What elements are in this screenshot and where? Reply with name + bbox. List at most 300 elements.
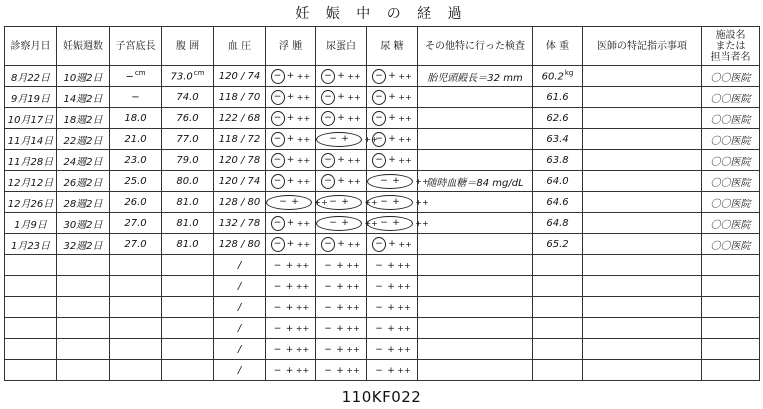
scale-minus-circled: − xyxy=(271,132,285,147)
cell-urine-protein xyxy=(316,276,367,297)
scale-plusplus: ++ xyxy=(398,155,412,165)
cell-urine-glucose xyxy=(367,234,418,255)
edema-scale xyxy=(271,111,311,126)
cell-other-tests xyxy=(418,192,533,213)
scale-plusplus: ++ xyxy=(296,134,311,144)
cell-edema xyxy=(266,255,316,276)
cell-empty xyxy=(702,255,760,276)
scale-plusplus: ++ xyxy=(347,239,361,249)
scale-minus-circled: − xyxy=(372,69,386,84)
cell-empty xyxy=(583,276,702,297)
header-row xyxy=(5,27,760,66)
unit-cm: cm xyxy=(134,69,146,78)
cell-abdominal-girth xyxy=(162,87,214,108)
cell-blood-pressure: 118 / 72 xyxy=(214,129,266,150)
protein-scale xyxy=(322,261,360,271)
cell-facility: 〇〇医院 xyxy=(702,192,760,213)
glucose-scale xyxy=(372,237,412,252)
scale-minus-plus-oval xyxy=(316,132,362,147)
protein-scale xyxy=(322,324,360,334)
scale-minus-plus-oval xyxy=(367,195,413,210)
cell-urine-glucose xyxy=(367,129,418,150)
scale-plusplus: ++ xyxy=(347,113,361,123)
scale-minus: − xyxy=(273,281,282,292)
scale-minus: − xyxy=(375,323,383,334)
scale-plusplus: ++ xyxy=(347,71,361,81)
cell-empty xyxy=(57,276,110,297)
scale-plus: + xyxy=(286,218,295,228)
cell-urine-protein xyxy=(316,213,378,234)
scale-plusplus: ++ xyxy=(415,218,429,228)
cell-doctor-notes xyxy=(583,234,702,255)
scale-minus: − xyxy=(375,302,383,313)
cell-empty xyxy=(162,339,214,360)
cell-empty xyxy=(110,318,162,339)
scale-minus: − xyxy=(380,217,388,228)
scale-plus: + xyxy=(336,365,344,376)
cell-empty xyxy=(5,339,57,360)
cell-empty xyxy=(702,318,760,339)
glucose-scale xyxy=(372,111,412,126)
scale-plus: + xyxy=(291,196,299,207)
scale-plus: + xyxy=(337,71,345,81)
scale-plus: + xyxy=(337,113,345,123)
scale-plusplus: ++ xyxy=(364,134,378,144)
protein-scale xyxy=(321,90,361,105)
cell-blood-pressure: 120 / 78 xyxy=(214,150,266,171)
cell-empty xyxy=(702,297,760,318)
cell-weight xyxy=(533,171,583,192)
scale-plusplus: ++ xyxy=(346,282,360,291)
scale-plusplus: ++ xyxy=(398,92,412,102)
scale-minus-circled: − xyxy=(271,69,285,84)
header-urine-glucose: 尿 糖 xyxy=(367,27,418,66)
header-facility xyxy=(702,27,760,66)
cell-empty xyxy=(110,297,162,318)
weight-value: 64.6 xyxy=(546,196,569,208)
scale-minus: − xyxy=(375,344,383,355)
scale-plusplus: ++ xyxy=(295,366,310,375)
scale-minus: − xyxy=(273,260,282,271)
cell-urine-glucose xyxy=(367,213,429,234)
scale-plus: + xyxy=(341,217,349,228)
protein-scale xyxy=(322,303,360,313)
protein-scale xyxy=(322,345,360,355)
scale-minus-plus-oval xyxy=(367,216,413,231)
scale-plusplus: ++ xyxy=(295,303,310,312)
weight-value: 60.2 xyxy=(541,71,564,83)
cell-blood-pressure: / xyxy=(214,318,266,339)
cell-edema xyxy=(266,360,316,381)
cell-blood-pressure: / xyxy=(214,360,266,381)
scale-plus: + xyxy=(336,281,344,292)
cell-fundal-height xyxy=(110,150,162,171)
edema-scale xyxy=(271,237,311,252)
cell-urine-glucose xyxy=(367,150,418,171)
table-row xyxy=(5,150,760,171)
scale-plus: + xyxy=(388,155,396,165)
unit-cm: cm xyxy=(193,69,205,78)
scale-plus: + xyxy=(336,344,344,355)
scale-plus: + xyxy=(286,71,295,81)
cell-urine-glucose xyxy=(367,171,429,192)
cell-date: 8月22日 xyxy=(5,66,57,87)
protein-scale xyxy=(316,132,378,147)
weight-value: 63.4 xyxy=(546,133,569,145)
cell-abdominal-girth xyxy=(162,108,214,129)
header-doctor-notes: 医師の特記指示事項 xyxy=(583,27,702,66)
scale-plusplus: ++ xyxy=(346,324,360,333)
cell-facility: 〇〇医院 xyxy=(702,87,760,108)
cell-empty xyxy=(5,276,57,297)
cell-urine-glucose xyxy=(367,255,418,276)
blank-row xyxy=(5,255,760,276)
cell-empty xyxy=(702,339,760,360)
scale-plusplus: ++ xyxy=(347,155,361,165)
scale-minus-circled: − xyxy=(271,237,285,252)
scale-plusplus: ++ xyxy=(295,324,310,333)
scale-minus-circled: − xyxy=(321,90,335,105)
scale-plusplus: ++ xyxy=(398,134,412,144)
edema-scale xyxy=(271,174,311,189)
cell-blood-pressure: 128 / 80 xyxy=(214,234,266,255)
fundal-value: 25.0 xyxy=(124,175,147,187)
cell-weight xyxy=(533,129,583,150)
cell-edema xyxy=(266,339,316,360)
scale-minus-circled: − xyxy=(271,90,285,105)
scale-minus: − xyxy=(279,196,287,207)
cell-blood-pressure: 128 / 80 xyxy=(214,192,266,213)
cell-empty xyxy=(533,276,583,297)
scale-minus-circled: − xyxy=(271,216,285,231)
glucose-scale xyxy=(373,261,411,271)
cell-blood-pressure: / xyxy=(214,255,266,276)
header-other-tests: その他特に行った検査 xyxy=(418,27,533,66)
scale-plusplus: ++ xyxy=(398,239,412,249)
header-abdominal-girth: 腹 囲 xyxy=(162,27,214,66)
cell-fundal-height xyxy=(110,213,162,234)
scale-minus-circled: − xyxy=(271,153,285,168)
cell-weeks: 32週2日 xyxy=(57,234,110,255)
cell-empty xyxy=(418,297,533,318)
cell-abdominal-girth xyxy=(162,129,214,150)
abdominal-value: 80.0 xyxy=(176,175,199,187)
scale-plusplus: ++ xyxy=(296,155,311,165)
header-weight: 体 重 xyxy=(533,27,583,66)
weight-value: 64.8 xyxy=(546,217,569,229)
scale-plus: + xyxy=(341,196,349,207)
cell-facility: 〇〇医院 xyxy=(702,66,760,87)
table-row xyxy=(5,87,760,108)
cell-urine-protein xyxy=(316,339,367,360)
glucose-scale xyxy=(372,153,412,168)
cell-fundal-height xyxy=(110,87,162,108)
cell-urine-glucose xyxy=(367,360,418,381)
cell-date: 12月26日 xyxy=(5,192,57,213)
glucose-scale xyxy=(367,216,429,231)
cell-empty xyxy=(533,339,583,360)
cell-urine-glucose xyxy=(367,108,418,129)
cell-urine-glucose xyxy=(367,276,418,297)
cell-empty xyxy=(162,255,214,276)
scale-plus: + xyxy=(285,281,294,292)
protein-scale xyxy=(322,366,360,376)
page-title: 妊 娠 中 の 経 過 xyxy=(295,6,468,22)
header-facility-line1: 施設名 xyxy=(715,29,746,41)
unit-kg: kg xyxy=(564,69,574,78)
abdominal-value: 81.0 xyxy=(176,238,199,250)
scale-minus: − xyxy=(375,365,383,376)
cell-empty xyxy=(162,297,214,318)
scale-plusplus: ++ xyxy=(415,197,429,207)
cell-urine-protein xyxy=(316,66,367,87)
cell-facility: 〇〇医院 xyxy=(702,150,760,171)
scale-minus: − xyxy=(273,302,282,313)
cell-edema xyxy=(266,318,316,339)
cell-empty xyxy=(110,339,162,360)
cell-doctor-notes xyxy=(583,108,702,129)
scale-plusplus: ++ xyxy=(295,282,310,291)
cell-blood-pressure: / xyxy=(214,339,266,360)
protein-scale xyxy=(321,237,361,252)
pregnancy-progress-table xyxy=(4,26,760,381)
cell-weight xyxy=(533,66,583,87)
fundal-value: 23.0 xyxy=(124,154,147,166)
header-edema: 浮 腫 xyxy=(266,27,316,66)
abdominal-value: 73.0 xyxy=(170,71,193,83)
scale-plusplus: ++ xyxy=(415,176,429,186)
cell-weeks: 18週2日 xyxy=(57,108,110,129)
scale-minus-circled: − xyxy=(372,237,386,252)
scale-minus-circled: − xyxy=(321,111,335,126)
scale-plusplus: ++ xyxy=(397,366,411,375)
cell-urine-protein xyxy=(316,297,367,318)
cell-urine-protein xyxy=(316,234,367,255)
scale-plus: + xyxy=(392,196,400,207)
cell-empty xyxy=(57,297,110,318)
edema-scale xyxy=(272,324,310,334)
cell-empty xyxy=(162,360,214,381)
cell-edema xyxy=(266,129,316,150)
cell-blood-pressure: 132 / 78 xyxy=(214,213,266,234)
cell-facility: 〇〇医院 xyxy=(702,171,760,192)
cell-empty xyxy=(110,255,162,276)
cell-urine-glucose xyxy=(367,66,418,87)
cell-empty xyxy=(5,360,57,381)
abdominal-value: 79.0 xyxy=(176,154,199,166)
cell-weight xyxy=(533,213,583,234)
header-facility-line2: または xyxy=(715,40,746,52)
cell-urine-protein xyxy=(316,255,367,276)
scale-plusplus: ++ xyxy=(296,113,311,123)
edema-scale xyxy=(272,282,310,292)
cell-abdominal-girth xyxy=(162,213,214,234)
cell-empty xyxy=(57,339,110,360)
cell-edema xyxy=(266,276,316,297)
scale-plusplus: ++ xyxy=(347,92,361,102)
cell-other-tests xyxy=(418,213,533,234)
edema-scale xyxy=(271,69,311,84)
cell-fundal-height xyxy=(110,66,162,87)
cell-weeks: 10週2日 xyxy=(57,66,110,87)
cell-urine-protein xyxy=(316,129,378,150)
cell-doctor-notes xyxy=(583,66,702,87)
scale-plus: + xyxy=(286,134,295,144)
scale-plus: + xyxy=(285,302,294,313)
scale-plus: + xyxy=(337,155,345,165)
cell-urine-glucose xyxy=(367,192,429,213)
scale-plus: + xyxy=(388,71,396,81)
cell-urine-protein xyxy=(316,150,367,171)
glucose-scale xyxy=(372,69,412,84)
cell-empty xyxy=(418,318,533,339)
scale-minus: − xyxy=(324,344,332,355)
glucose-scale xyxy=(367,195,429,210)
scale-minus-plus-oval xyxy=(367,174,413,189)
fundal-value: 26.0 xyxy=(124,196,147,208)
cell-weight xyxy=(533,234,583,255)
cell-date: 9月19日 xyxy=(5,87,57,108)
cell-weeks: 28週2日 xyxy=(57,192,110,213)
glucose-scale xyxy=(373,282,411,292)
table-row xyxy=(5,129,760,150)
scale-minus-circled: − xyxy=(372,153,386,168)
cell-weeks: 26週2日 xyxy=(57,171,110,192)
fundal-value: 18.0 xyxy=(124,112,147,124)
cell-edema xyxy=(266,297,316,318)
cell-urine-protein xyxy=(316,318,367,339)
scale-plusplus: ++ xyxy=(346,303,360,312)
cell-empty xyxy=(583,255,702,276)
scale-minus-circled: − xyxy=(321,69,335,84)
cell-other-tests: 胎児頭殿長＝32 mm xyxy=(418,66,533,87)
cell-empty xyxy=(533,318,583,339)
cell-blood-pressure: 118 / 70 xyxy=(214,87,266,108)
scale-plus: + xyxy=(286,92,295,102)
cell-other-tests: 随時血糖＝84 mg/dL xyxy=(418,171,533,192)
cell-edema xyxy=(266,171,316,192)
cell-empty xyxy=(583,360,702,381)
protein-scale xyxy=(321,111,361,126)
cell-date: 10月17日 xyxy=(5,108,57,129)
cell-abdominal-girth xyxy=(162,66,214,87)
fundal-value: − xyxy=(131,91,140,103)
table-row xyxy=(5,66,760,87)
cell-empty xyxy=(583,339,702,360)
scale-plus: + xyxy=(387,281,395,292)
fundal-value: 21.0 xyxy=(124,133,147,145)
cell-doctor-notes xyxy=(583,192,702,213)
scale-minus-circled: − xyxy=(271,174,285,189)
glucose-scale xyxy=(372,90,412,105)
cell-abdominal-girth xyxy=(162,171,214,192)
scale-minus: − xyxy=(324,302,332,313)
scale-plusplus: ++ xyxy=(397,282,411,291)
scale-plus: + xyxy=(388,92,396,102)
weight-value: 64.0 xyxy=(546,175,569,187)
scale-plusplus: ++ xyxy=(296,239,311,249)
cell-empty xyxy=(57,360,110,381)
protein-scale xyxy=(321,69,361,84)
cell-weeks: 30週2日 xyxy=(57,213,110,234)
cell-edema xyxy=(266,87,316,108)
scale-plus: + xyxy=(341,133,349,144)
scale-minus: − xyxy=(324,281,332,292)
scale-minus-circled: − xyxy=(321,174,335,189)
scale-plusplus: ++ xyxy=(296,92,311,102)
scale-minus-plus-oval xyxy=(316,195,362,210)
abdominal-value: 74.0 xyxy=(176,91,199,103)
scale-minus: − xyxy=(273,344,282,355)
cell-facility: 〇〇医院 xyxy=(702,213,760,234)
scale-plusplus: ++ xyxy=(347,176,361,186)
scale-plus: + xyxy=(387,323,395,334)
scale-plus: + xyxy=(286,113,295,123)
scale-plus: + xyxy=(388,239,396,249)
cell-weight xyxy=(533,108,583,129)
cell-edema xyxy=(266,150,316,171)
blank-row xyxy=(5,339,760,360)
scale-plus: + xyxy=(336,260,344,271)
cell-empty xyxy=(533,255,583,276)
scale-plusplus: ++ xyxy=(397,303,411,312)
cell-urine-glucose xyxy=(367,318,418,339)
fundal-value: 27.0 xyxy=(124,238,147,250)
cell-abdominal-girth xyxy=(162,234,214,255)
scale-minus: − xyxy=(273,365,282,376)
cell-other-tests xyxy=(418,150,533,171)
glucose-scale xyxy=(367,174,429,189)
glucose-scale xyxy=(373,345,411,355)
cell-empty xyxy=(583,318,702,339)
cell-empty xyxy=(418,255,533,276)
table-row xyxy=(5,171,760,192)
cell-doctor-notes xyxy=(583,171,702,192)
scale-plus: + xyxy=(388,113,396,123)
scale-plus: + xyxy=(392,217,400,228)
scale-plusplus: ++ xyxy=(296,218,311,228)
cell-blood-pressure: 120 / 74 xyxy=(214,66,266,87)
protein-scale xyxy=(322,282,360,292)
cell-urine-glucose xyxy=(367,87,418,108)
cell-empty xyxy=(418,339,533,360)
scale-plus: + xyxy=(337,239,345,249)
blank-row xyxy=(5,360,760,381)
cell-empty xyxy=(418,276,533,297)
scale-plusplus: ++ xyxy=(346,345,360,354)
cell-urine-protein xyxy=(316,192,378,213)
protein-scale xyxy=(321,174,361,189)
scale-plus: + xyxy=(286,176,295,186)
cell-date: 1月23日 xyxy=(5,234,57,255)
cell-doctor-notes xyxy=(583,129,702,150)
scale-minus-plus-oval xyxy=(266,195,312,210)
scale-plus: + xyxy=(392,175,400,186)
scale-minus-circled: − xyxy=(321,153,335,168)
scale-minus: − xyxy=(324,323,332,334)
cell-facility: 〇〇医院 xyxy=(702,108,760,129)
scale-plusplus: ++ xyxy=(296,176,311,186)
header-facility-line3: 担当者名 xyxy=(710,51,751,63)
cell-fundal-height xyxy=(110,171,162,192)
scale-plus: + xyxy=(337,176,345,186)
table-row xyxy=(5,108,760,129)
cell-empty xyxy=(162,318,214,339)
cell-empty xyxy=(583,297,702,318)
scale-plusplus: ++ xyxy=(346,366,360,375)
blank-row xyxy=(5,318,760,339)
blank-row xyxy=(5,297,760,318)
